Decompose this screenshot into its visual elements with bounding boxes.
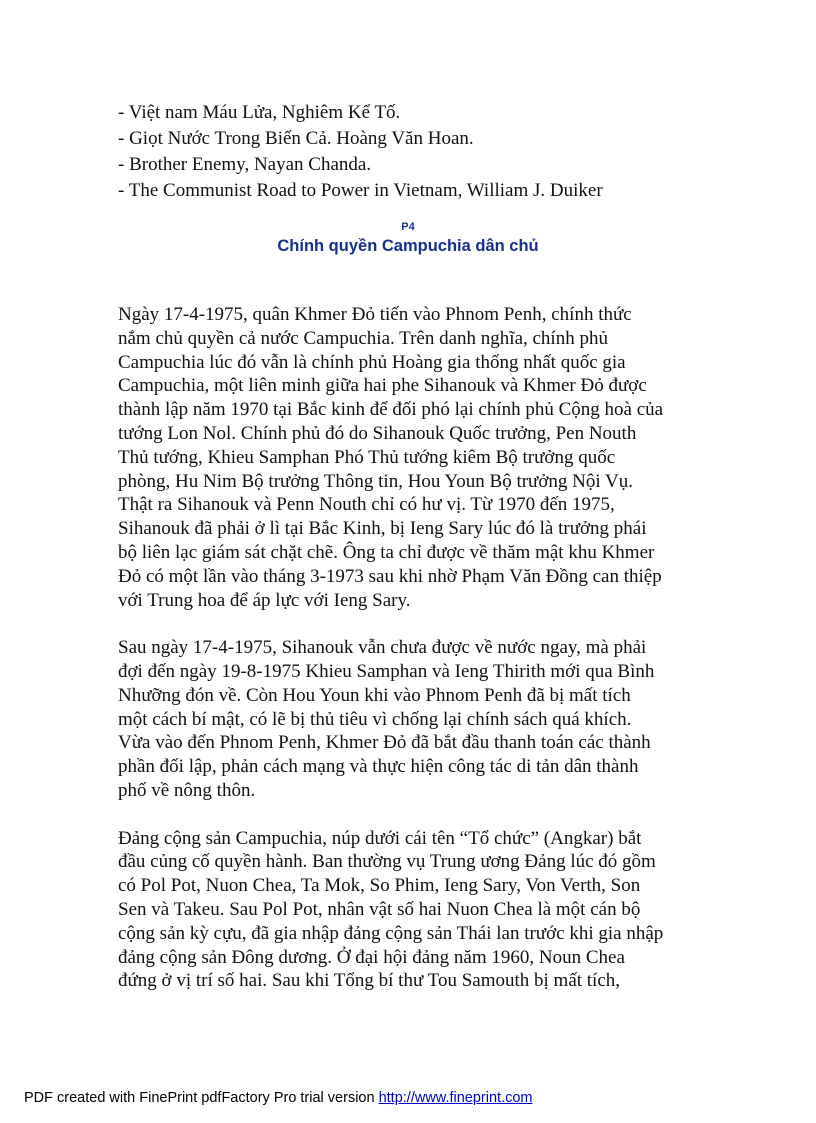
text-line: Nhưỡng đón về. Còn Hou Youn khi vào Phnom Penh đã bị mất tích bbox=[118, 684, 631, 706]
text-line: phần đối lập, phản cách mạng và thực hiện công tác di tản dân thành bbox=[118, 756, 639, 778]
text-line: một cách bí mật, có lẽ bị thủ tiêu vì chống lại chính sách quá khích. bbox=[118, 708, 632, 730]
text-line: bộ liên lạc giám sát chặt chẽ. Ông ta chỉ được về thăm mật khu Khmer bbox=[118, 541, 655, 563]
paragraph bbox=[118, 303, 708, 612]
text-line: Sen và Takeu. Sau Pol Pot, nhân vật số hai Nuon Chea là một cán bộ bbox=[118, 898, 641, 920]
text-line: Ngày 17-4-1975, quân Khmer Đỏ tiến vào Phnom Penh, chính thức bbox=[118, 304, 632, 325]
section-tag: P4 bbox=[401, 221, 415, 233]
text-line: Vừa vào đến Phnom Penh, Khmer Đỏ đã bắt đầu thanh toán các thành bbox=[118, 732, 651, 754]
reference-list bbox=[118, 100, 718, 204]
text-line: đảng cộng sản Đông dương. Ở đại hội đảng năm 1960, Noun Chea bbox=[118, 946, 625, 968]
text-line: Sau ngày 17-4-1975, Sihanouk vẫn chưa được về nước ngay, mà phải bbox=[118, 637, 647, 659]
section-title: Chính quyền Campuchia dân chủ bbox=[277, 237, 539, 255]
text-line: Sihanouk đã phải ở lì tại Bắc Kinh, bị Ieng Sary lúc đó là trưởng phái bbox=[118, 518, 647, 540]
footer-text: PDF created with FinePrint pdfFactory Pro trial version bbox=[24, 1090, 379, 1106]
text-line: đợi đến ngày 19-8-1975 Khieu Samphan và Ieng Thirith mới qua Bình bbox=[118, 660, 655, 682]
reference-item: - Việt nam Máu Lửa, Nghiêm Kể Tố. bbox=[118, 102, 401, 123]
text-line: thành lập năm 1970 tại Bắc kinh để đối phó lại chính phủ Cộng hoà của bbox=[118, 399, 664, 421]
text-line: có Pol Pot, Nuon Chea, Ta Mok, So Phim, Ieng Sary, Von Verth, Son bbox=[118, 875, 641, 897]
text-line: tướng Lon Nol. Chính phủ đó do Sihanouk Quốc trưởng, Pen Nouth bbox=[118, 422, 637, 444]
text-line: Campuchia, một liên minh giữa hai phe Sihanouk và Khmer Đỏ được bbox=[118, 375, 647, 397]
text-line: với Trung hoa để áp lực với Ieng Sary. bbox=[118, 589, 411, 611]
text-line: Campuchia lúc đó vẫn là chính phủ Hoàng gia thống nhất quốc gia bbox=[118, 351, 626, 373]
reference-item: - The Communist Road to Power in Vietnam, William J. Duiker bbox=[118, 180, 603, 201]
text-line: Thủ tướng, Khieu Samphan Phó Thủ tướng kiêm Bộ trưởng quốc bbox=[118, 446, 616, 468]
text-line: Thật ra Sihanouk và Penn Nouth chỉ có hư vị. Từ 1970 đến 1975, bbox=[118, 494, 615, 516]
reference-item: - Brother Enemy, Nayan Chanda. bbox=[118, 154, 372, 175]
reference-item: - Giọt Nước Trong Biển Cả. Hoàng Văn Hoan. bbox=[118, 128, 474, 149]
text-line: phố về nông thôn. bbox=[118, 779, 256, 801]
text-line: cộng sản kỳ cựu, đã gia nhập đảng cộng sản Thái lan trước khi gia nhập bbox=[118, 922, 664, 944]
pdf-footer bbox=[24, 1090, 804, 1106]
footer-link[interactable]: http://www.fineprint.com bbox=[378, 1090, 533, 1106]
text-line: Đỏ có một lần vào tháng 3-1973 sau khi nhờ Phạm Văn Đồng can thiệp bbox=[118, 565, 662, 587]
text-line: Đảng cộng sản Campuchia, núp dưới cái tên “Tổ chức” (Angkar) bắt bbox=[118, 827, 642, 849]
text-line: phòng, Hu Nim Bộ trưởng Thông tin, Hou Youn Bộ trưởng Nội Vụ. bbox=[118, 470, 634, 492]
paragraph bbox=[118, 827, 708, 994]
text-line: nắm chủ quyền cả nước Campuchia. Trên danh nghĩa, chính phủ bbox=[118, 327, 608, 349]
text-line: đứng ở vị trí số hai. Sau khi Tổng bí thư Tou Samouth bị mất tích, bbox=[118, 970, 621, 992]
paragraph bbox=[118, 636, 708, 803]
body-text bbox=[118, 303, 708, 1017]
text-line: đầu củng cố quyền hành. Ban thường vụ Trung ương Đảng lúc đó gồm bbox=[118, 851, 656, 873]
